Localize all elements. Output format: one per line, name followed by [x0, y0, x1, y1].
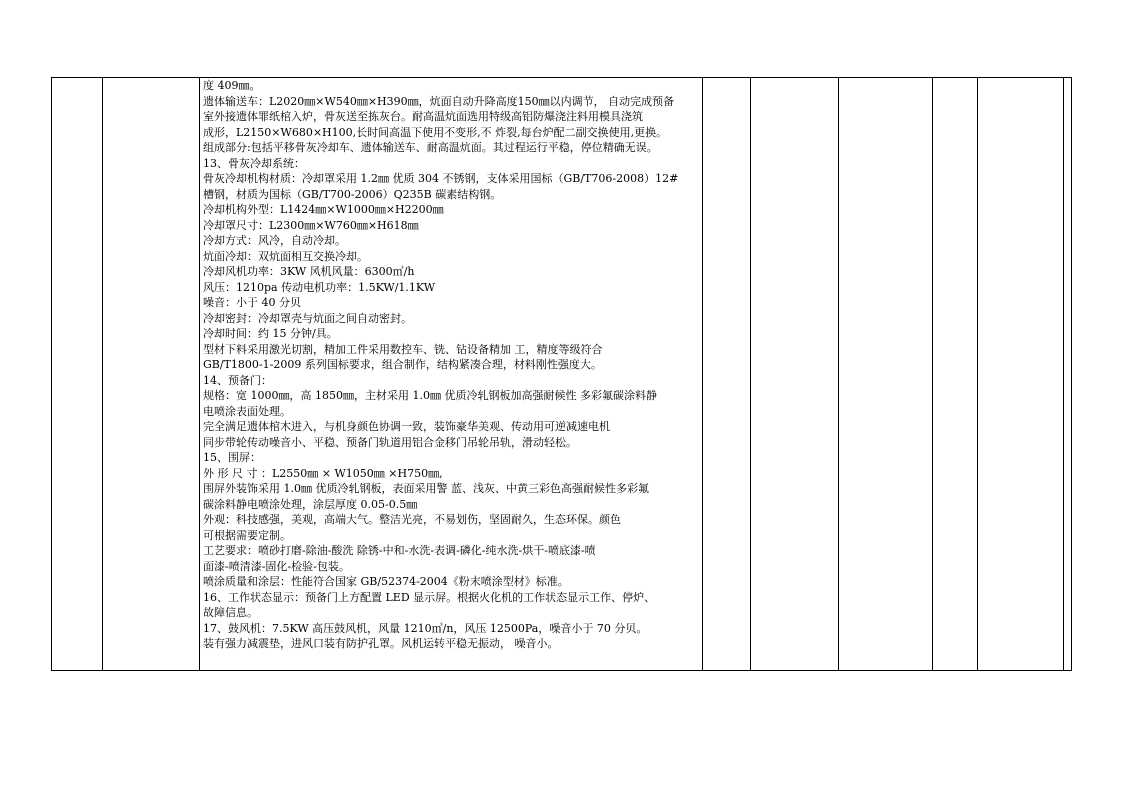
description-line: 电喷涂表面处理。	[203, 404, 291, 418]
description-line: 同步带轮传动噪音小、平稳、预备门轨道用铝合金移门吊轮吊轨，滑动轻松。	[203, 435, 577, 449]
description-line: 15、围屏：	[203, 451, 261, 464]
description-line: 冷却机构外型：L1424㎜×W1000㎜×H2200㎜	[203, 203, 444, 216]
description-line: 17、鼓风机：7.5KW 高压鼓风机，风量 1210㎥/n，风压 12500Pa，噪音小于 70 分贝。	[203, 621, 648, 635]
description-line: 可根据需要定制。	[203, 528, 291, 542]
table-row	[52, 78, 1072, 671]
description-line: 冷却密封：冷却罩壳与炕面之间自动密封。	[203, 311, 412, 325]
description-line: 故障信息。	[203, 606, 258, 619]
cell-quantity	[751, 78, 839, 671]
cell-unit	[703, 78, 751, 671]
description-line: 16、工作状态显示：预备门上方配置 LED 显示屏。根据火化机的工作状态显示工作、停炉、	[203, 590, 656, 604]
description-line: 噪音：小于 40 分贝	[203, 296, 301, 309]
description-line: 骨灰冷却机构材质：冷却罩采用 1.2㎜ 优质 304 不锈钢，支体采用国标（GB/T706-2008）12#	[203, 172, 679, 185]
description-line: 13、骨灰冷却系统：	[203, 156, 305, 170]
cell-total	[933, 78, 978, 671]
description-line: 规格：宽 1000㎜，高 1850㎜，主材采用 1.0㎜ 优质冷轧钢板加高强耐候性 多彩氟碳涂料静	[203, 389, 657, 402]
description-line: 喷涂质量和涂层：性能符合国家 GB/52374-2004《粉末喷涂型材》标准。	[203, 575, 569, 588]
description-line: 槽钢，材质为国标（GB/T700-2006）Q235B 碳素结构钢。	[203, 187, 502, 201]
description-line: 围屏外装饰采用 1.0㎜ 优质冷轧钢板，表面采用警 蓝、浅灰、中黄三彩色高强耐候性多彩氟	[203, 482, 649, 495]
description-line: 冷却方式：风冷，自动冷却。	[203, 234, 346, 247]
description-line: GB/T1800-1-2009 系列国标要求，组合制作，结构紧凑合理，材料刚性强度大。	[203, 358, 602, 371]
cell-item-name	[103, 78, 200, 671]
description-line: 面漆-喷清漆-固化-检验-包装。	[203, 559, 350, 573]
description-line: 度 409㎜。	[203, 79, 261, 92]
description-line: 碳涂料静电喷涂处理，涂层厚度 0.05-0.5㎜	[203, 497, 418, 511]
description-line: 外观：科技感强，美观，高端大气。整洁光亮，不易划伤，坚固耐久，生态环保。颜色	[203, 513, 621, 526]
description-line: 型材下料采用激光切割，精加工件采用数控车、铣、钻设备精加 工，精度等级符合	[203, 342, 603, 356]
description-line: 冷却罩尺寸：L2300㎜×W760㎜×H618㎜	[203, 218, 419, 232]
description-line: 风压：1210pa 传动电机功率：1.5KW/1.1KW	[203, 280, 436, 294]
cell-remarks	[1064, 78, 1072, 671]
description-line: 工艺要求：喷砂打磨-除油-酸洗 除锈-中和-水洗-表调-磷化-纯水洗-烘干-喷底漆-喷	[203, 544, 596, 557]
cell-index	[52, 78, 103, 671]
cell-unit-price	[839, 78, 933, 671]
description-line: 冷却风机功率：3KW 风机风量：6300㎥/h	[203, 265, 415, 278]
description-line: 组成部分:包括平移骨灰冷却车、遗体输送车、耐高温炕面。其过程运行平稳，停位精确无误。	[203, 141, 658, 154]
description-line: 14、预备门：	[203, 373, 272, 387]
description-line: 装有强力减震垫，进风口装有防护孔罩。风机运转平稳无振动， 噪音小。	[203, 637, 559, 650]
description-line: 冷却时间：约 15 分钟/具。	[203, 327, 338, 340]
description-line: 室外接遗体罪纸棺入炉，骨灰送至拣灰台。耐高温炕面选用特级高铝防爆浇注料用模具浇筑	[203, 110, 643, 123]
description-text	[200, 78, 702, 652]
cell-brand	[978, 78, 1064, 671]
cell-description	[200, 78, 703, 671]
description-line: 完全满足遗体棺木进入，与机身颜色协调一致，装饰豪华美观、传动用可逆减速电机	[203, 420, 610, 433]
spec-table	[51, 77, 1072, 671]
description-line: 成形，L2150×W680×H100,长时间高温下使用不变形,不 炸裂,每台炉配二副交换使用,更换。	[203, 125, 668, 139]
description-line: 外 形 尺 寸 ：L2550㎜ × W1050㎜ ×H750㎜,	[203, 466, 443, 480]
description-line: 炕面冷却：双炕面相互交换冷却。	[203, 249, 368, 263]
description-line: 遗体输送车：L2020㎜×W540㎜×H390㎜，炕面自动升降高度150㎜以内调节， 自动完成预备	[203, 94, 675, 108]
